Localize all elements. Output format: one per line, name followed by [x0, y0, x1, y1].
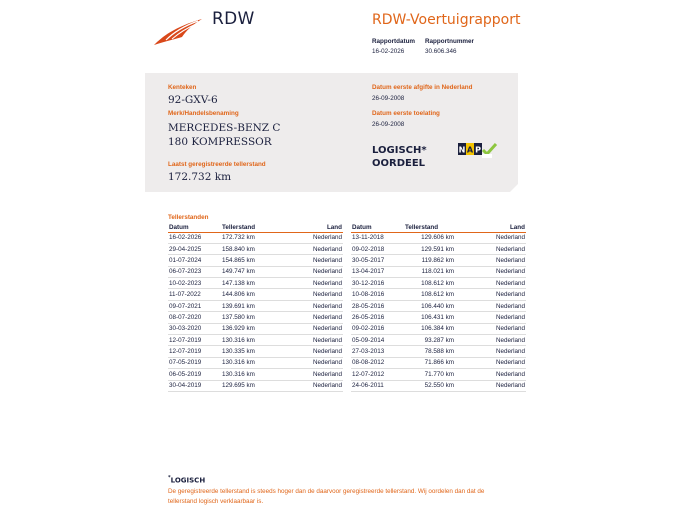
table-row: [168, 357, 343, 368]
reading-country: Nederland: [464, 300, 526, 311]
reading-odometer: 130.316 km: [221, 335, 281, 346]
table-row: [351, 346, 526, 357]
nap-letter-a: A: [466, 145, 474, 155]
reading-date: 11-07-2022: [168, 289, 221, 300]
col-odometer-header: Tellerstand: [404, 223, 464, 232]
reading-date: 12-07-2019: [168, 346, 221, 357]
table-row: [351, 380, 526, 391]
reading-country: Nederland: [464, 346, 526, 357]
nap-logo: [458, 143, 498, 159]
vehicle-summary-card: [145, 73, 518, 192]
reading-country: Nederland: [281, 278, 343, 289]
table-row: [351, 255, 526, 266]
reading-date: 27-03-2013: [351, 346, 404, 357]
readings-title: Tellerstanden: [168, 214, 209, 221]
verdict-line-2: OORDEEL: [372, 158, 426, 169]
footnote-title: [168, 475, 205, 484]
reading-country: Nederland: [281, 335, 343, 346]
reading-odometer: 106.431 km: [404, 312, 464, 323]
verdict-line-1: LOGISCH*: [372, 145, 427, 156]
verdict: [372, 144, 427, 170]
table-row: [351, 357, 526, 368]
reading-odometer: 144.806 km: [221, 289, 281, 300]
table-row: [168, 278, 343, 289]
reading-odometer: 136.929 km: [221, 323, 281, 334]
nap-letter-p: P: [475, 145, 481, 155]
reading-country: Nederland: [281, 357, 343, 368]
reading-odometer: 78.588 km: [404, 346, 464, 357]
reading-odometer: 158.840 km: [221, 243, 281, 254]
reading-date: 10-02-2023: [168, 278, 221, 289]
reading-date: 30-12-2016: [351, 278, 404, 289]
reading-date: 16-02-2026: [168, 232, 221, 243]
reading-country: Nederland: [464, 232, 526, 243]
reading-date: 09-02-2018: [351, 243, 404, 254]
reading-odometer: 106.384 km: [404, 323, 464, 334]
first-nl-label: Datum eerste afgifte in Nederland: [372, 84, 473, 91]
reading-date: 28-05-2016: [351, 300, 404, 311]
reading-odometer: 130.335 km: [221, 346, 281, 357]
table-row: [351, 243, 526, 254]
table-row: [168, 380, 343, 391]
reading-odometer: 149.747 km: [221, 266, 281, 277]
reading-country: Nederland: [464, 278, 526, 289]
reading-odometer: 154.865 km: [221, 255, 281, 266]
reading-date: 30-05-2017: [351, 255, 404, 266]
reading-country: Nederland: [464, 266, 526, 277]
table-row: [168, 300, 343, 311]
footnote-title-text: LOGISCH: [170, 476, 206, 485]
reading-country: Nederland: [464, 335, 526, 346]
table-row: [351, 312, 526, 323]
reading-date: 06-05-2019: [168, 369, 221, 380]
table-row: [168, 323, 343, 334]
last-odometer-value: 172.732 km: [168, 171, 232, 183]
check-icon: [483, 144, 496, 154]
reading-country: Nederland: [464, 312, 526, 323]
reading-date: 10-08-2016: [351, 289, 404, 300]
reading-date: 08-07-2020: [168, 312, 221, 323]
table-row: [168, 335, 343, 346]
table-row: [168, 266, 343, 277]
reading-date: 07-05-2019: [168, 357, 221, 368]
reading-country: Nederland: [281, 369, 343, 380]
reading-odometer: 129.695 km: [221, 380, 281, 391]
make-line-1: MERCEDES-BENZ C: [168, 122, 281, 134]
reading-odometer: 129.591 km: [404, 243, 464, 254]
table-row: [351, 300, 526, 311]
readings-table-right: [351, 223, 526, 392]
first-nl-value: 26-09-2008: [372, 95, 405, 102]
first-admission-label: Datum eerste toelating: [372, 110, 440, 117]
col-date-header: Datum: [168, 223, 221, 232]
report-date-label: Rapportdatum: [372, 38, 416, 45]
report-title: RDW-Voertuigrapport: [372, 12, 521, 28]
reading-date: 30-03-2020: [168, 323, 221, 334]
reading-country: Nederland: [281, 232, 343, 243]
footnote-text: De geregistreerde tellerstand is steeds hoger dan de daarvoor geregistreerde tellerstand. Wij oordelen dan dat de tellerstand logisch verklaarbaar is.: [168, 488, 485, 505]
table-row: [168, 312, 343, 323]
reading-country: Nederland: [464, 323, 526, 334]
table-row: [168, 369, 343, 380]
reading-odometer: 52.550 km: [404, 380, 464, 391]
reading-odometer: 71.866 km: [404, 357, 464, 368]
reading-date: 08-08-2012: [351, 357, 404, 368]
reading-date: 12-07-2019: [168, 335, 221, 346]
reading-odometer: 139.691 km: [221, 300, 281, 311]
plate-value: 92-GXV-6: [168, 94, 218, 106]
reading-date: 05-09-2014: [351, 335, 404, 346]
reading-odometer: 93.287 km: [404, 335, 464, 346]
reading-date: 09-02-2016: [351, 323, 404, 334]
table-row: [168, 243, 343, 254]
reading-country: Nederland: [464, 243, 526, 254]
reading-odometer: 106.440 km: [404, 300, 464, 311]
table-row: [351, 232, 526, 243]
reading-odometer: 108.612 km: [404, 278, 464, 289]
reading-odometer: 147.138 km: [221, 278, 281, 289]
rdw-logo: [152, 17, 204, 47]
col-country-header: Land: [464, 223, 526, 232]
reading-country: Nederland: [281, 312, 343, 323]
reading-odometer: 108.612 km: [404, 289, 464, 300]
reading-country: Nederland: [281, 266, 343, 277]
brand-name: RDW: [212, 9, 255, 29]
reading-country: Nederland: [464, 289, 526, 300]
table-row: [351, 335, 526, 346]
reading-country: Nederland: [281, 346, 343, 357]
table-row: [168, 232, 343, 243]
table-row: [351, 278, 526, 289]
reading-country: Nederland: [281, 243, 343, 254]
table-row: [351, 289, 526, 300]
report-number-block: [425, 38, 474, 55]
table-header-row: [168, 223, 343, 232]
make-line-2: 180 KOMPRESSOR: [168, 136, 272, 148]
reading-date: 13-04-2017: [351, 266, 404, 277]
reading-odometer: 130.316 km: [221, 369, 281, 380]
reading-date: 13-11-2018: [351, 232, 404, 243]
make-label: Merk/Handelsbenaming: [168, 110, 239, 117]
col-odometer-header: Tellerstand: [221, 223, 281, 232]
reading-odometer: 71.770 km: [404, 369, 464, 380]
table-row: [168, 255, 343, 266]
col-country-header: Land: [281, 223, 343, 232]
reading-odometer: 129.606 km: [404, 232, 464, 243]
table-row: [351, 323, 526, 334]
reading-country: Nederland: [464, 380, 526, 391]
reading-country: Nederland: [281, 289, 343, 300]
reading-odometer: 130.316 km: [221, 357, 281, 368]
reading-odometer: 137.580 km: [221, 312, 281, 323]
table-row: [351, 266, 526, 277]
table-header-row: [351, 223, 526, 232]
reading-odometer: 118.021 km: [404, 266, 464, 277]
reading-date: 24-06-2011: [351, 380, 404, 391]
readings-table-left: [168, 223, 343, 392]
reading-country: Nederland: [281, 380, 343, 391]
reading-country: Nederland: [464, 357, 526, 368]
reading-country: Nederland: [464, 255, 526, 266]
last-odometer-label: Laatst geregistreerde tellerstand: [168, 161, 266, 168]
table-row: [351, 369, 526, 380]
nap-letter-n: N: [458, 145, 466, 155]
reading-date: 01-07-2024: [168, 255, 221, 266]
reading-odometer: 172.732 km: [221, 232, 281, 243]
col-date-header: Datum: [351, 223, 404, 232]
reading-date: 12-07-2012: [351, 369, 404, 380]
reading-country: Nederland: [281, 323, 343, 334]
report-number-value: 30.606.346: [425, 48, 457, 55]
footnote-marker: *: [168, 475, 171, 481]
reading-date: 29-04-2025: [168, 243, 221, 254]
reading-date: 06-07-2023: [168, 266, 221, 277]
reading-country: Nederland: [281, 255, 343, 266]
reading-odometer: 119.862 km: [404, 255, 464, 266]
reading-country: Nederland: [281, 300, 343, 311]
table-row: [168, 346, 343, 357]
report-date-block: [372, 38, 415, 55]
reading-date: 09-07-2021: [168, 300, 221, 311]
reading-date: 30-04-2019: [168, 380, 221, 391]
first-admission-value: 26-09-2008: [372, 121, 405, 128]
reading-date: 26-05-2016: [351, 312, 404, 323]
plate-label: Kenteken: [168, 84, 197, 91]
report-number-label: Rapportnummer: [425, 38, 474, 45]
table-row: [168, 289, 343, 300]
report-date-value: 16-02-2026: [372, 48, 405, 55]
reading-country: Nederland: [464, 369, 526, 380]
